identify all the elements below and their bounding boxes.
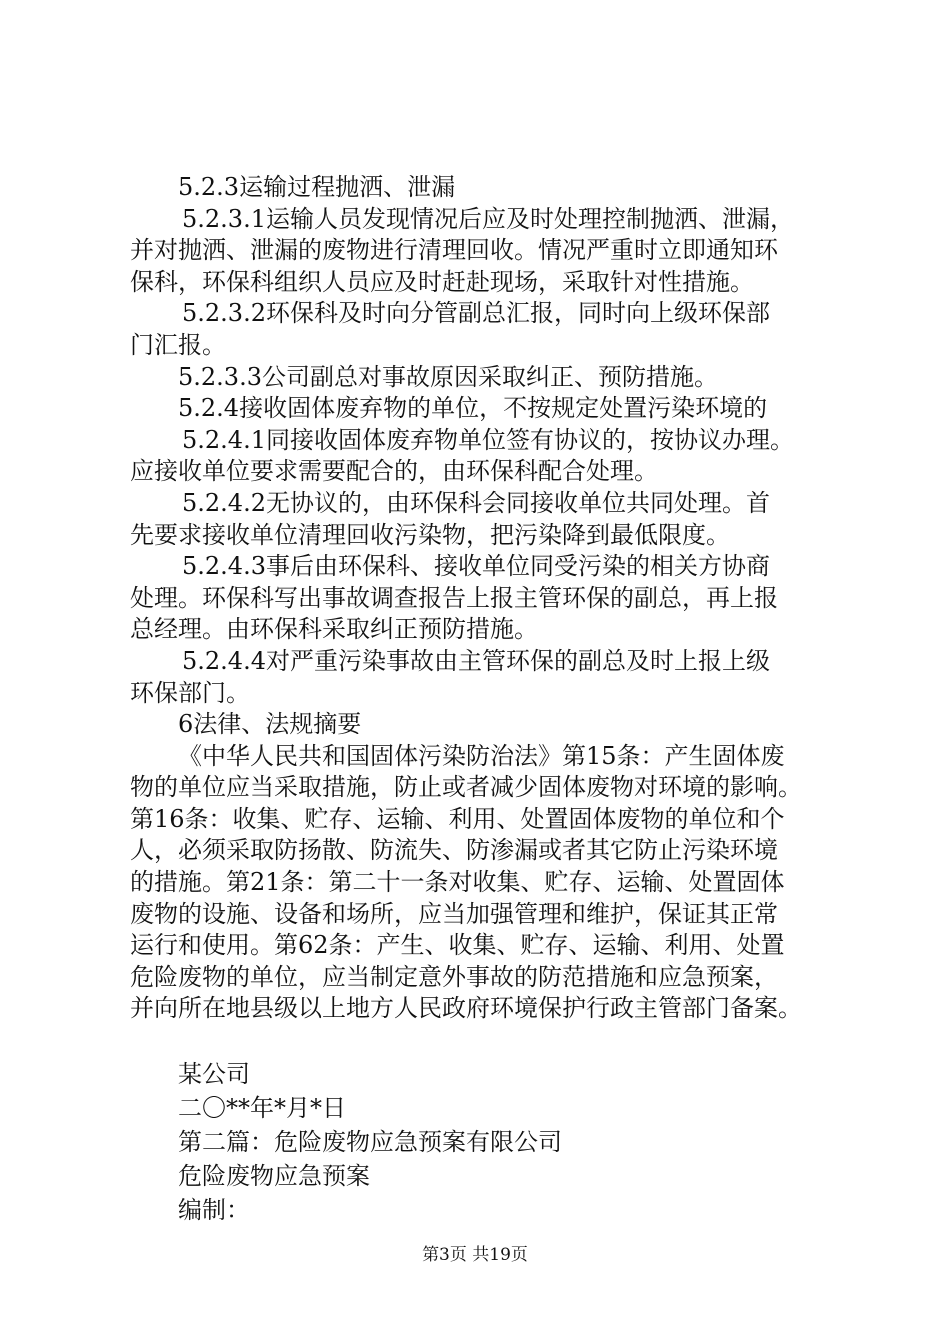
para-5-2-4-4-line-1: 5.2.4.4对严重污染事故由主管环保的副总及时上报上级 <box>182 646 770 675</box>
para-5-2-4-1-line-2: 应接收单位要求需要配合的，由环保科配合处理。 <box>130 457 658 486</box>
para-5-2-4-3-line-1: 5.2.4.3事后由环保科、接收单位同受污染的相关方协商 <box>182 552 770 581</box>
para-6-line-5: 的措施。第21条：第二十一条对收集、贮存、运输、处置固体 <box>130 868 785 897</box>
para-5-2-3-1-line-2: 并对抛洒、泄漏的废物进行清理回收。情况严重时立即通知环 <box>130 236 778 265</box>
heading-5-2-3: 5.2.3运输过程抛洒、泄漏 <box>178 173 456 201</box>
signature-block <box>130 1057 850 1227</box>
para-6-line-7: 运行和使用。第62条：产生、收集、贮存、运输、利用、处置 <box>130 931 785 960</box>
plan-title: 危险废物应急预案 <box>178 1162 370 1191</box>
para-5-2-4-3-line-3: 总经理。由环保科采取纠正预防措施。 <box>130 615 538 644</box>
para-6-line-4: 人，必须采取防扬散、防流失、防渗漏或者其它防止污染环境 <box>130 836 778 865</box>
page-footer: 第3页 共19页 <box>422 1245 528 1265</box>
para-5-2-4-1-line-1: 5.2.4.1同接收固体废弃物单位签有协议的，按协议办理。 <box>182 425 794 454</box>
para-5-2-4-3-line-2: 处理。环保科写出事故调查报告上报主管环保的副总，再上报 <box>130 583 778 612</box>
para-5-2-3-1-line-1: 5.2.3.1运输人员发现情况后应及时处理控制抛洒、泄漏， <box>182 204 794 233</box>
para-5-2-4-4-line-2: 环保部门。 <box>130 678 250 707</box>
para-6-line-9: 并向所在地县级以上地方人民政府环境保护行政主管部门备案。 <box>130 994 802 1023</box>
para-6-line-8: 危险废物的单位，应当制定意外事故的防范措施和应急预案， <box>130 962 778 991</box>
heading-6: 6法律、法规摘要 <box>178 710 362 739</box>
para-6-line-1: 《中华人民共和国固体污染防治法》第15条：产生固体废 <box>178 741 785 770</box>
para-5-2-4-2-line-2: 先要求接收单位清理回收污染物，把污染降到最低限度。 <box>130 520 730 549</box>
heading-5-2-4: 5.2.4接收固体废弃物的单位，不按规定处置污染环境的 <box>178 394 768 423</box>
section-5-2-4 <box>130 393 850 709</box>
para-5-2-3-2-line-2: 门汇报。 <box>130 330 226 359</box>
section-6 <box>130 709 850 1025</box>
section-5-2-3 <box>130 172 850 393</box>
para-6-line-3: 第16条：收集、贮存、运输、利用、处置固体废物的单位和个 <box>130 804 785 833</box>
spacer <box>130 1025 850 1057</box>
para-5-2-3-1-line-3: 保科，环保科组织人员应及时赶赴现场，采取针对性措施。 <box>130 267 754 296</box>
para-5-2-3-3: 5.2.3.3公司副总对事故原因采取纠正、预防措施。 <box>178 362 718 391</box>
para-6-line-2: 物的单位应当采取措施，防止或者减少固体废物对环境的影响。 <box>130 773 802 802</box>
part-two-title: 第二篇：危险废物应急预案有限公司 <box>178 1128 562 1157</box>
prepared-by-label: 编制： <box>178 1196 250 1225</box>
document-body <box>130 172 850 1227</box>
para-5-2-4-2-line-1: 5.2.4.2无协议的，由环保科会同接收单位共同处理。首 <box>182 488 770 517</box>
signature-date: 二〇**年*月*日 <box>178 1094 346 1123</box>
para-6-line-6: 废物的设施、设备和场所，应当加强管理和维护，保证其正常 <box>130 899 778 928</box>
para-5-2-3-2-line-1: 5.2.3.2环保科及时向分管副总汇报，同时向上级环保部 <box>182 299 770 328</box>
company-name: 某公司 <box>178 1060 250 1089</box>
